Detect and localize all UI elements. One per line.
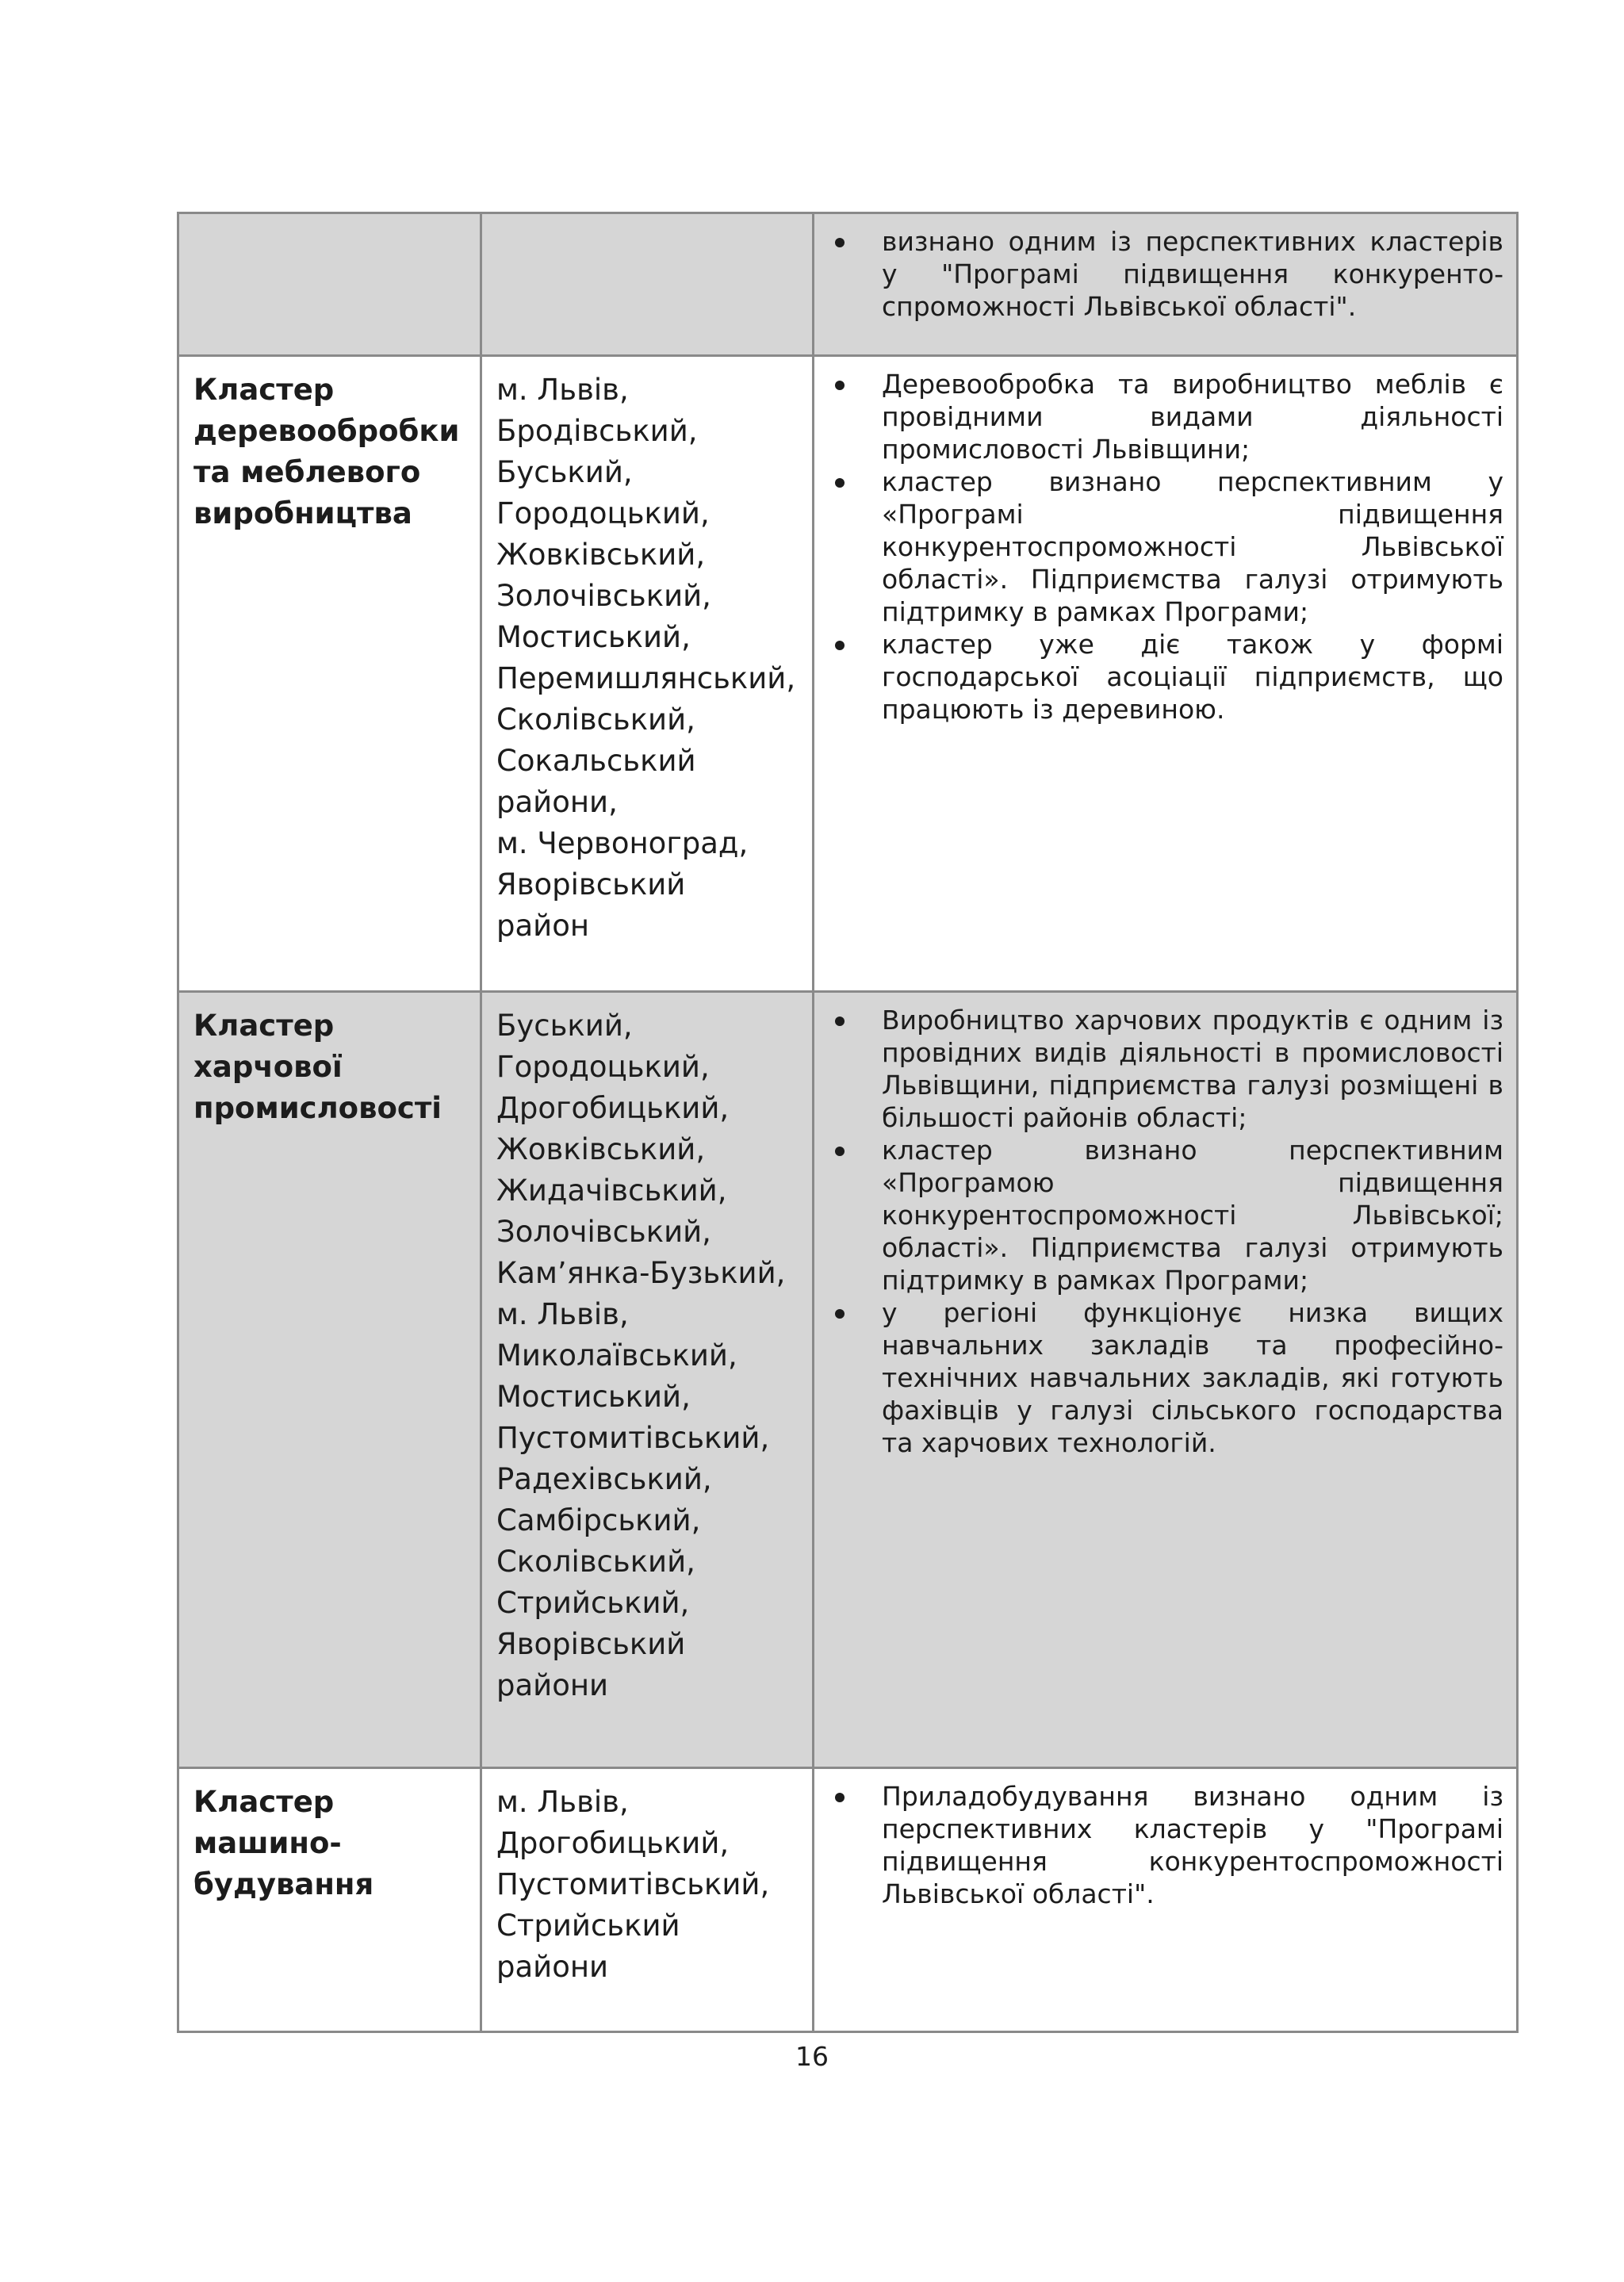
- list-item: у регіоні функціонує низка вищих навчальних закладів та професійно-технічних навчальних закладів, які готують фахівців у галузі сільського господарства та харчових технологій.: [829, 1296, 1503, 1459]
- district-item: Пустомитівський,: [496, 1421, 770, 1455]
- district-item: Яворівський: [496, 867, 686, 902]
- districts-cell: [481, 213, 814, 356]
- notes-cell: [814, 1768, 1518, 2032]
- district-item: Сколівський,: [496, 1545, 695, 1579]
- cluster-name: Кластер харчової промисловості: [193, 1009, 442, 1125]
- cluster-name-cell: [178, 356, 481, 992]
- bullet-icon: [835, 1309, 845, 1319]
- bullet-icon: [835, 478, 845, 488]
- district-item: Сколівський,: [496, 703, 695, 737]
- district-item: Бродівський,: [496, 414, 698, 448]
- list-item: Приладобудування визнано одним із перспективних кластерів у "Програмі підвищення конкурентоспроможності Львівської області".: [829, 1780, 1503, 1910]
- district-item: Городоцький,: [496, 496, 710, 530]
- district-item: Мостиський,: [496, 1380, 691, 1414]
- clusters-table: [177, 212, 1519, 2033]
- cluster-name-cell: [178, 992, 481, 1768]
- list-item: Деревообробка та виробництво меблів є провідними видами діяльності промисловості Львівщини;: [829, 368, 1503, 465]
- notes-cell: [814, 356, 1518, 992]
- district-item: Кам’янка-Бузький,: [496, 1256, 786, 1290]
- district-item: Золочівський,: [496, 579, 711, 613]
- notes-cell: [814, 992, 1518, 1768]
- district-item: Яворівський: [496, 1627, 686, 1661]
- page-number: 16: [795, 2041, 829, 2072]
- district-item: Дрогобицький,: [496, 1826, 730, 1860]
- table-row: [178, 356, 1518, 992]
- cluster-name: Кластер машино-будування: [193, 1785, 374, 1901]
- district-item: м. Львів,: [496, 1785, 629, 1819]
- district-item: м. Львів,: [496, 1297, 629, 1331]
- bullet-icon: [835, 1793, 845, 1802]
- list-item: кластер визнано перспективним «Програмою підвищення конкурентоспроможності Львівської; області». Підприємства галузі отримують підтримку в рамках Програми;: [829, 1134, 1503, 1296]
- district-item: Буський,: [496, 1009, 633, 1043]
- district-item: райони: [496, 1950, 609, 1984]
- districts-cell: [481, 356, 814, 992]
- district-item: Стрийський,: [496, 1586, 690, 1620]
- district-item: райони,: [496, 785, 618, 819]
- district-item: Жидачівський,: [496, 1174, 727, 1208]
- district-item: Стрийський: [496, 1909, 680, 1943]
- district-item: Мостиський,: [496, 620, 691, 654]
- district-item: Сокальський: [496, 744, 696, 778]
- districts-cell: [481, 992, 814, 1768]
- district-item: райони: [496, 1668, 609, 1702]
- districts-cell: [481, 1768, 814, 2032]
- notes-list: [829, 368, 1503, 726]
- district-item: район: [496, 909, 590, 943]
- district-item: Пустомитівський,: [496, 1867, 770, 1901]
- notes-cell: [814, 213, 1518, 356]
- district-item: Городоцький,: [496, 1050, 710, 1084]
- bullet-icon: [835, 381, 845, 390]
- bullet-icon: [835, 1147, 845, 1156]
- district-item: Буський,: [496, 455, 633, 489]
- district-item: Жовківський,: [496, 1132, 706, 1166]
- notes-list: [829, 1780, 1503, 1910]
- cluster-name: Кластер деревообробки та меблевого виробництва: [193, 373, 460, 530]
- table-row: [178, 992, 1518, 1768]
- district-item: Миколаївський,: [496, 1338, 737, 1373]
- district-item: м. Львів,: [496, 373, 629, 407]
- notes-list: [829, 1004, 1503, 1459]
- notes-list: [829, 225, 1503, 323]
- cluster-name-cell: [178, 213, 481, 356]
- table-row: [178, 1768, 1518, 2032]
- district-item: Золочівський,: [496, 1215, 711, 1249]
- district-item: Жовківський,: [496, 538, 706, 572]
- bullet-icon: [835, 238, 845, 247]
- list-item: визнано одним із перспективних кластерів у "Програмі підвищення конкуренто-спроможності Львівської області".: [829, 225, 1503, 323]
- district-item: Дрогобицький,: [496, 1091, 730, 1125]
- list-item: кластер уже діє також у формі господарської асоціації підприємств, що працюють із деревиною.: [829, 628, 1503, 726]
- bullet-icon: [835, 1017, 845, 1026]
- district-item: м. Червоноград,: [496, 826, 749, 860]
- cluster-name-cell: [178, 1768, 481, 2032]
- district-item: Самбірський,: [496, 1503, 701, 1537]
- list-item: Виробництво харчових продуктів є одним із провідних видів діяльності в промисловості Львівщини, підприємства галузі розміщені в більшості районів області;: [829, 1004, 1503, 1134]
- table-row: [178, 213, 1518, 356]
- bullet-icon: [835, 641, 845, 650]
- list-item: кластер визнано перспективним у «Програмі підвищення конкурентоспроможності Львівської області». Підприємства галузі отримують підтримку в рамках Програми;: [829, 465, 1503, 628]
- district-item: Перемишлянський,: [496, 661, 796, 695]
- district-item: Радехівський,: [496, 1462, 712, 1496]
